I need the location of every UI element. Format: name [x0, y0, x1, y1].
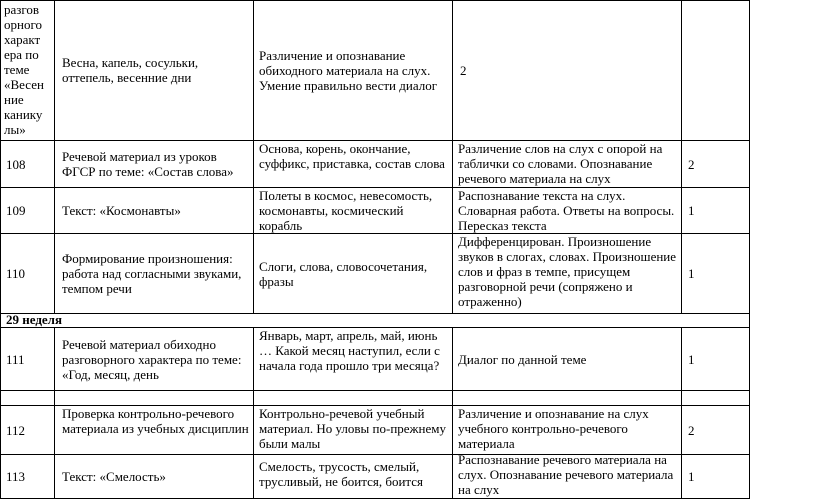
number-line: «Весен	[4, 77, 44, 92]
hours-count: 2	[688, 156, 695, 172]
activity: Различение слов на слух с опорой на таблички со словами. Опознавание речевого материала на слух	[458, 141, 663, 186]
number-line: теме	[4, 62, 30, 77]
column-border	[54, 0, 55, 313]
lesson-topic: Текст: «Смелость»	[62, 469, 166, 484]
row-number	[4, 2, 52, 137]
column-border	[253, 0, 254, 313]
row-number: 111	[6, 351, 25, 367]
hours-count: 1	[688, 469, 695, 484]
row-number: 112	[6, 422, 26, 438]
number-line: лы»	[4, 122, 26, 137]
number-line: разгов	[4, 2, 40, 17]
speech-material: Различение и опознавание обиходного материала на слух. Умение правильно вести диалог	[259, 47, 438, 93]
column-border	[253, 327, 254, 499]
row-number: 108	[6, 156, 26, 172]
speech-material: Смелость, трусость, смелый, трусливый, не боится, боится	[259, 459, 424, 489]
speech-material: Слоги, слова, словосочетания, фразы	[259, 258, 428, 289]
activity: Дифференцирован. Произношение звуков в слогах, словах. Произношение слов и фраз в темпе, присущем разговорной речи (сопряжено и отраженно)	[458, 234, 677, 309]
number-line: характ	[4, 32, 41, 47]
lesson-topic: Весна, капель, сосульки, оттепель, весенние дни	[62, 55, 199, 85]
lesson-topic: Речевой материал обиходно разговорного характера по теме: «Год, месяц, день	[62, 336, 242, 382]
hours-count: 1	[688, 351, 695, 367]
lesson-topic: Формирование произношения: работа над согласными звуками, темпом речи	[62, 251, 242, 296]
row-number: 113	[6, 469, 26, 484]
speech-material: Контрольно-речевой учебный материал. Но уловы по-прежнему были малы	[259, 406, 446, 451]
speech-material: Январь, март, апрель, май, июнь … Какой месяц наступил, если с начала года прошло три месяца?	[259, 328, 440, 373]
hours-count: 1	[688, 266, 695, 281]
activity: Распознавание речевого материала на слух. Опознавание речевого материала на слух	[458, 452, 674, 497]
lesson-topic: Проверка контрольно-речевого материала из учебных дисциплин	[62, 406, 249, 436]
activity: Распознавание текста на слух. Словарная работа. Ответы на вопросы. Пересказ текста	[458, 188, 675, 233]
hours-count: 2	[688, 422, 695, 438]
row-number: 109	[6, 203, 26, 218]
hours-count: 1	[688, 203, 695, 218]
column-border	[0, 0, 1, 499]
column-border	[681, 327, 682, 499]
lesson-topic: Речевой материал из уроков ФГСР по теме: «Состав слова»	[62, 149, 234, 179]
speech-material: Основа, корень, окончание, суффикс, приставка, состав слова	[259, 141, 445, 171]
number-line: орного	[4, 17, 42, 32]
column-border	[681, 0, 682, 313]
row-number: 110	[6, 266, 26, 281]
row-border	[0, 390, 750, 391]
column-border	[452, 0, 453, 313]
lesson-topic: Текст: «Космонавты»	[62, 203, 181, 218]
number-line: ние	[4, 92, 24, 107]
number-line: ера по	[4, 47, 39, 62]
number-line: канику	[4, 107, 43, 122]
column-border	[452, 327, 453, 499]
activity: Различение и опознавание на слух учебного контрольно-речевого материала	[458, 406, 649, 451]
week-header: 29 неделя	[6, 312, 63, 327]
activity: Диалог по данной теме	[458, 351, 587, 367]
column-border	[749, 0, 750, 499]
hours-count: 2	[460, 62, 467, 78]
column-border	[54, 327, 55, 499]
speech-material: Полеты в космос, невесомость, космонавты, космический корабль	[259, 188, 433, 233]
